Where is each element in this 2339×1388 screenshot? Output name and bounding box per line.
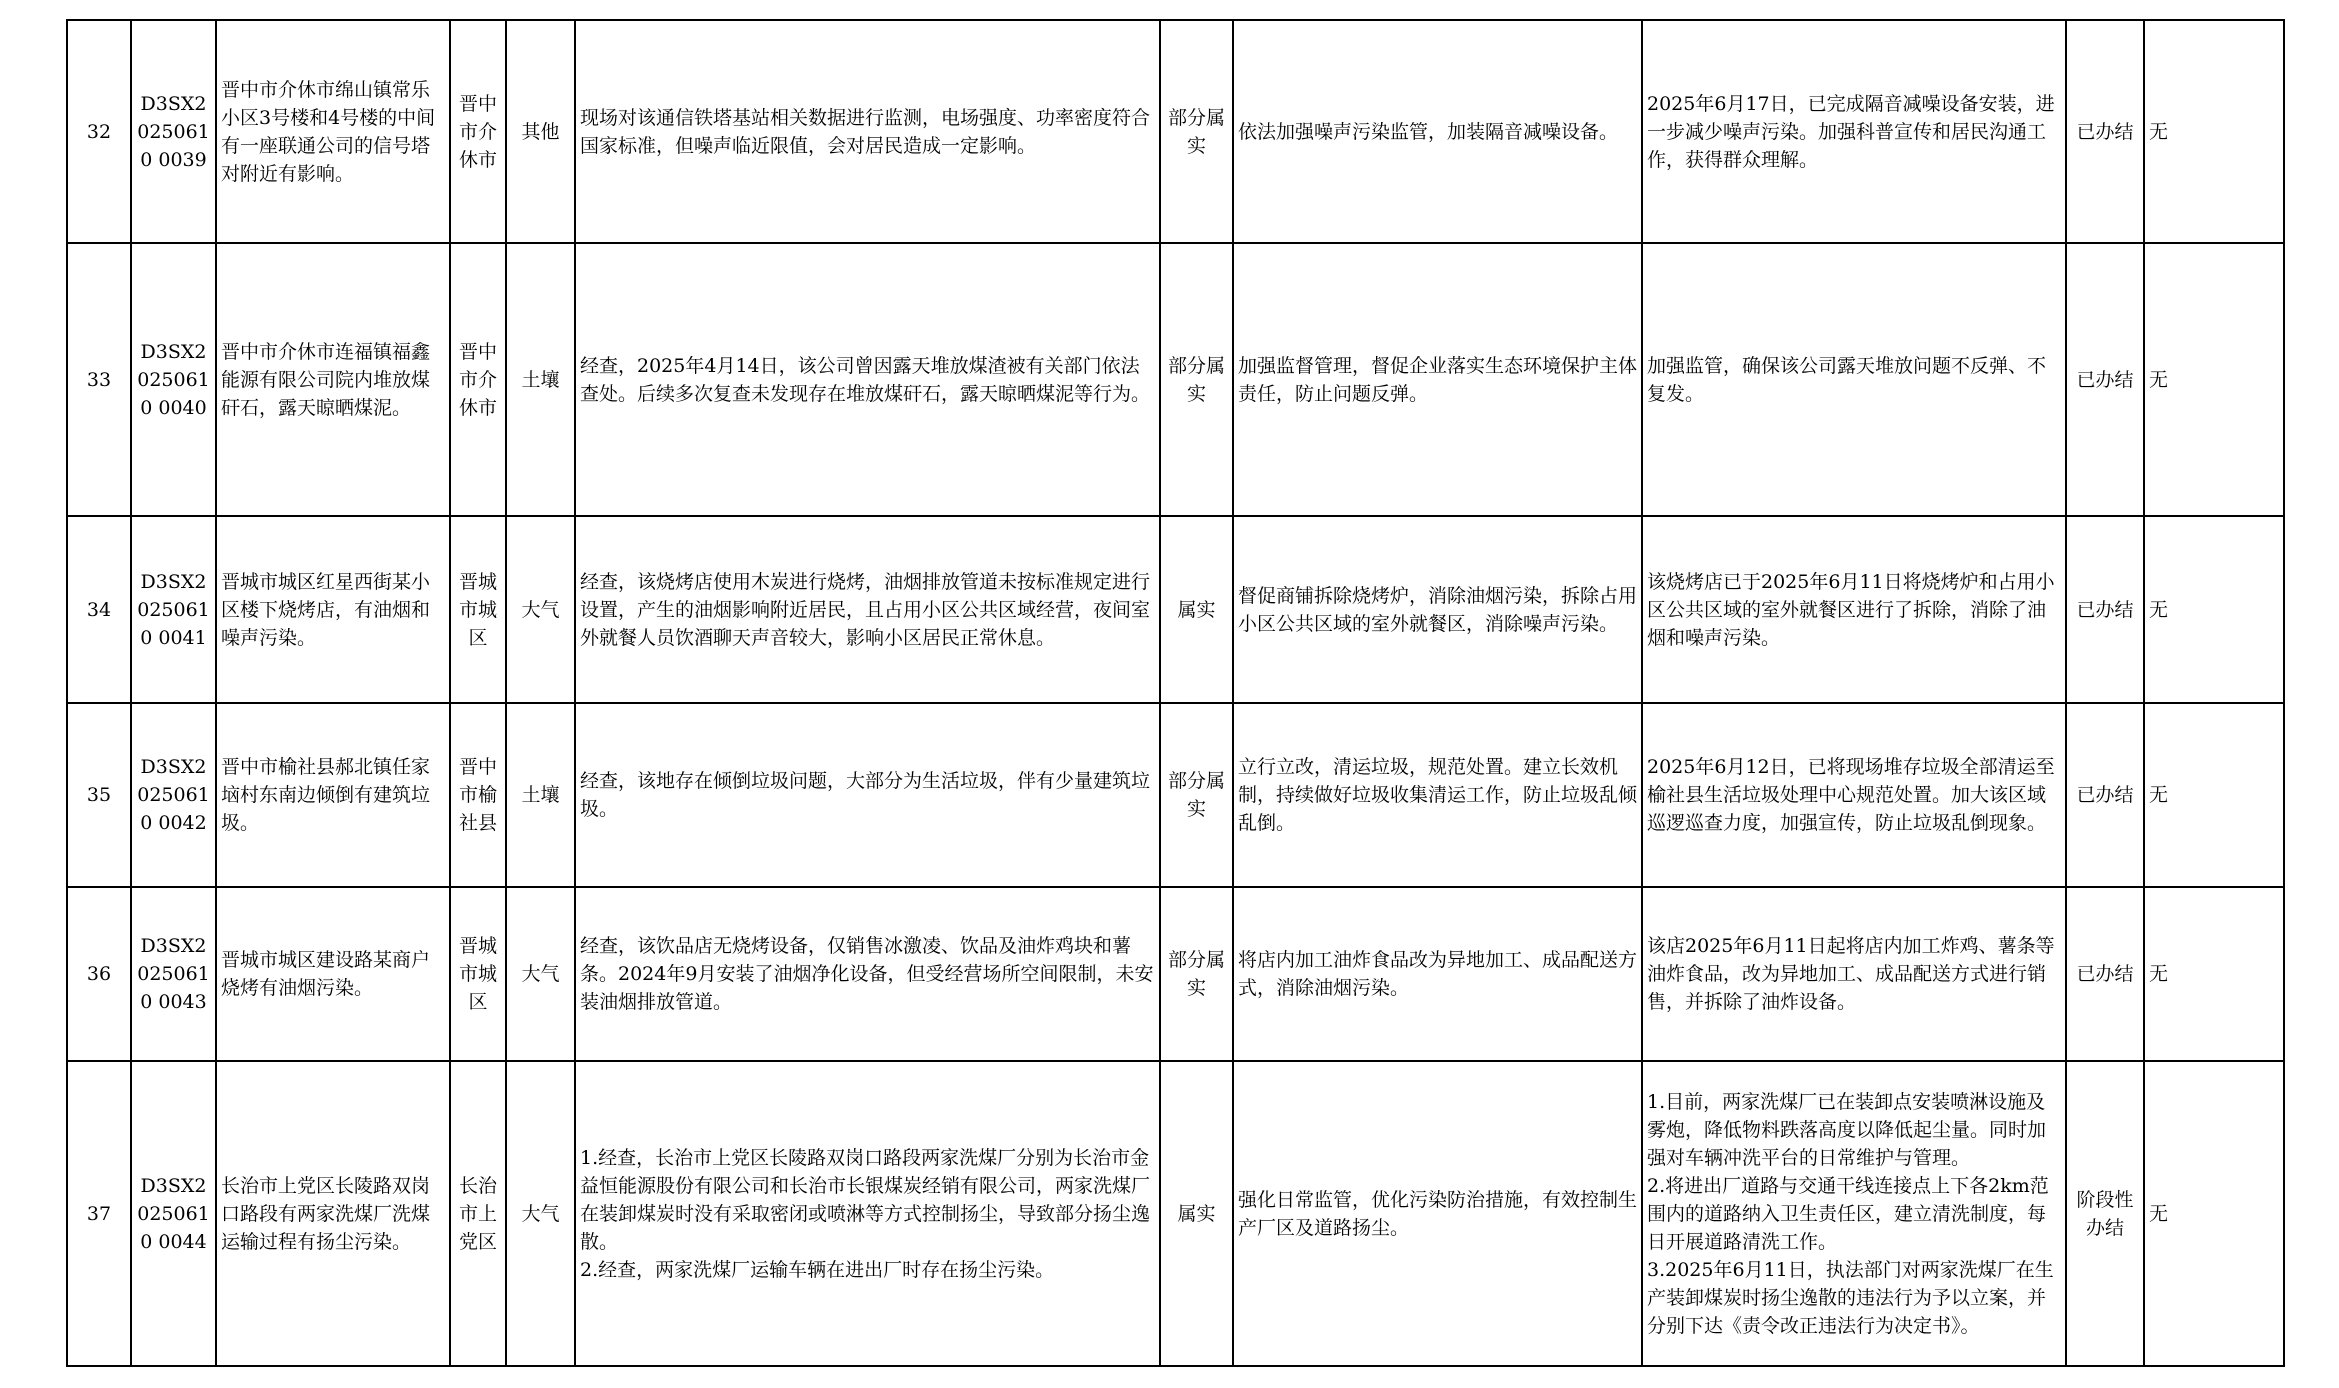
case-verdict: 属实 xyxy=(1160,1061,1233,1366)
case-result xyxy=(1642,1061,2066,1366)
case-region: 晋城市城区 xyxy=(450,887,506,1061)
case-action: 立行立改，清运垃圾，规范处置。建立长效机制，持续做好垃圾收集清运工作，防止垃圾乱倾乱倒。 xyxy=(1233,703,1642,887)
table-row xyxy=(67,243,2284,516)
case-verdict: 部分属实 xyxy=(1160,243,1233,516)
case-accountability: 无 xyxy=(2144,887,2284,1061)
case-finding: 经查，该烧烤店使用木炭进行烧烤，油烟排放管道未按标准规定进行设置，产生的油烟影响附近居民，且占用小区公共区域经营，夜间室外就餐人员饮酒聊天声音较大，影响小区居民正常休息。 xyxy=(575,516,1160,703)
case-status: 已办结 xyxy=(2066,703,2144,887)
case-result-text: 1.目前，两家洗煤厂已在装卸点安装喷淋设施及雾炮，降低物料跌落高度以降低起尘量。同时加强对车辆冲洗平台的日常维护与管理。 2.将进出厂道路与交通干线连接点上下各2km范围内的道路纳入卫生责任区，建立清洗制度，每日开展道路清洗工作。 3.2025年6月11日，执法部门对两家洗煤厂在生产装卸煤炭时扬尘逸散的违法行为予以立案，并分别下达《责令改正违法行为决定书》。 xyxy=(1647,1090,2054,1337)
case-category: 土壤 xyxy=(506,243,575,516)
case-accountability: 无 xyxy=(2144,703,2284,887)
case-action: 加强监督管理，督促企业落实生态环境保护主体责任，防止问题反弹。 xyxy=(1233,243,1642,516)
case-region: 晋中市介休市 xyxy=(450,243,506,516)
table-row xyxy=(67,516,2284,703)
case-issue: 长治市上党区长陵路双岗口路段有两家洗煤厂洗煤运输过程有扬尘污染。 xyxy=(216,1061,450,1366)
table-row xyxy=(67,1061,2284,1366)
case-status: 已办结 xyxy=(2066,20,2144,243)
case-action: 督促商铺拆除烧烤炉，消除油烟污染，拆除占用小区公共区域的室外就餐区，消除噪声污染。 xyxy=(1233,516,1642,703)
case-action: 依法加强噪声污染监管，加装隔音减噪设备。 xyxy=(1233,20,1642,243)
case-code: D3SX20250610 0044 xyxy=(131,1061,216,1366)
case-issue: 晋城市城区红星西街某小区楼下烧烤店，有油烟和噪声污染。 xyxy=(216,516,450,703)
case-category: 大气 xyxy=(506,516,575,703)
case-number: 32 xyxy=(67,20,131,243)
case-code: D3SX20250610 0043 xyxy=(131,887,216,1061)
case-code: D3SX20250610 0041 xyxy=(131,516,216,703)
case-region: 晋中市榆社县 xyxy=(450,703,506,887)
case-finding: 经查，2025年4月14日，该公司曾因露天堆放煤渣被有关部门依法查处。后续多次复查未发现存在堆放煤矸石，露天晾晒煤泥等行为。 xyxy=(575,243,1160,516)
case-status: 已办结 xyxy=(2066,516,2144,703)
case-finding-text: 1.经查，长治市上党区长陵路双岗口路段两家洗煤厂分别为长治市金益恒能源股份有限公司和长治市长银煤炭经销有限公司，两家洗煤厂在装卸煤炭时没有采取密闭或喷淋等方式控制扬尘，导致部分扬尘逸散。 2.经查，两家洗煤厂运输车辆在进出厂时存在扬尘污染。 xyxy=(580,1146,1151,1281)
case-number: 36 xyxy=(67,887,131,1061)
case-accountability: 无 xyxy=(2144,20,2284,243)
case-result: 该烧烤店已于2025年6月11日将烧烤炉和占用小区公共区域的室外就餐区进行了拆除，消除了油烟和噪声污染。 xyxy=(1642,516,2066,703)
case-result: 2025年6月17日，已完成隔音减噪设备安装，进一步减少噪声污染。加强科普宣传和居民沟通工作，获得群众理解。 xyxy=(1642,20,2066,243)
case-action: 将店内加工油炸食品改为异地加工、成品配送方式，消除油烟污染。 xyxy=(1233,887,1642,1061)
case-finding: 现场对该通信铁塔基站相关数据进行监测，电场强度、功率密度符合国家标准，但噪声临近限值，会对居民造成一定影响。 xyxy=(575,20,1160,243)
case-verdict: 部分属实 xyxy=(1160,20,1233,243)
case-issue: 晋城市城区建设路某商户烧烤有油烟污染。 xyxy=(216,887,450,1061)
case-verdict: 部分属实 xyxy=(1160,703,1233,887)
case-accountability: 无 xyxy=(2144,1061,2284,1366)
case-verdict: 部分属实 xyxy=(1160,887,1233,1061)
case-number: 35 xyxy=(67,703,131,887)
table-row xyxy=(67,20,2284,243)
table-row xyxy=(67,887,2284,1061)
case-status: 已办结 xyxy=(2066,887,2144,1061)
case-result: 该店2025年6月11日起将店内加工炸鸡、薯条等油炸食品，改为异地加工、成品配送方式进行销售，并拆除了油炸设备。 xyxy=(1642,887,2066,1061)
case-code: D3SX20250610 0040 xyxy=(131,243,216,516)
case-region: 晋城市城区 xyxy=(450,516,506,703)
case-status: 阶段性办结 xyxy=(2066,1061,2144,1366)
case-result: 2025年6月12日，已将现场堆存垃圾全部清运至榆社县生活垃圾处理中心规范处置。加大该区域巡逻巡查力度，加强宣传，防止垃圾乱倒现象。 xyxy=(1642,703,2066,887)
case-finding: 经查，该饮品店无烧烤设备，仅销售冰激凌、饮品及油炸鸡块和薯条。2024年9月安装了油烟净化设备，但受经营场所空间限制，未安装油烟排放管道。 xyxy=(575,887,1160,1061)
case-code: D3SX20250610 0039 xyxy=(131,20,216,243)
case-issue: 晋中市榆社县郝北镇任家垴村东南边倾倒有建筑垃圾。 xyxy=(216,703,450,887)
case-category: 大气 xyxy=(506,887,575,1061)
case-issue: 晋中市介休市绵山镇常乐小区3号楼和4号楼的中间有一座联通公司的信号塔对附近有影响。 xyxy=(216,20,450,243)
case-code: D3SX20250610 0042 xyxy=(131,703,216,887)
case-result: 加强监管，确保该公司露天堆放问题不反弹、不复发。 xyxy=(1642,243,2066,516)
case-accountability: 无 xyxy=(2144,243,2284,516)
case-verdict: 属实 xyxy=(1160,516,1233,703)
table-row xyxy=(67,703,2284,887)
case-number: 34 xyxy=(67,516,131,703)
case-finding xyxy=(575,1061,1160,1366)
case-number: 33 xyxy=(67,243,131,516)
case-category: 大气 xyxy=(506,1061,575,1366)
case-finding: 经查，该地存在倾倒垃圾问题，大部分为生活垃圾，伴有少量建筑垃圾。 xyxy=(575,703,1160,887)
case-category: 土壤 xyxy=(506,703,575,887)
case-issue: 晋中市介休市连福镇福鑫能源有限公司院内堆放煤矸石，露天晾晒煤泥。 xyxy=(216,243,450,516)
case-accountability: 无 xyxy=(2144,516,2284,703)
case-region: 晋中市介休市 xyxy=(450,20,506,243)
case-table xyxy=(66,19,2285,1367)
case-action: 强化日常监管，优化污染防治措施，有效控制生产厂区及道路扬尘。 xyxy=(1233,1061,1642,1366)
case-status: 已办结 xyxy=(2066,243,2144,516)
case-category: 其他 xyxy=(506,20,575,243)
case-region: 长治市上党区 xyxy=(450,1061,506,1366)
case-number: 37 xyxy=(67,1061,131,1366)
